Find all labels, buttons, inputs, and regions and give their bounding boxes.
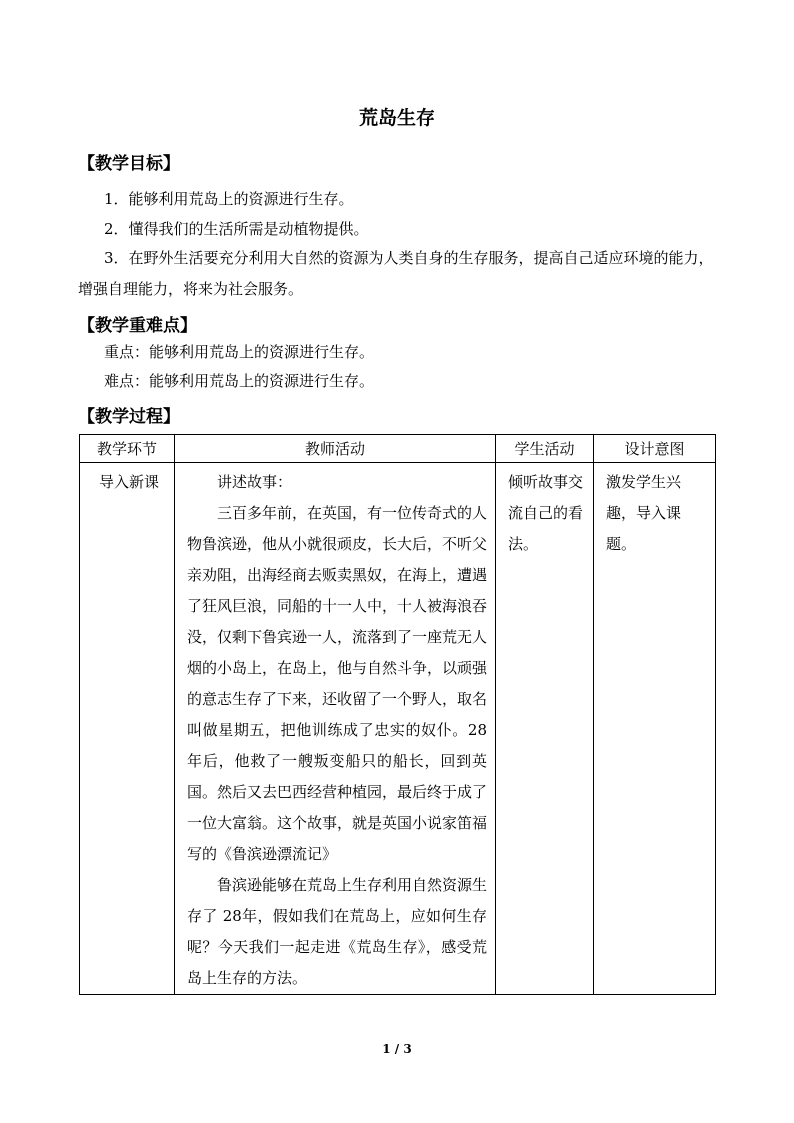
table-row	[80, 463, 716, 995]
teacher-paragraph: 鲁滨逊能够在荒岛上生存利用自然资源生存了 28年，假如我们在荒岛上，应如何生存呢？今天我们一起走进《荒岛生存》，感受荒岛上生存的方法。	[187, 876, 488, 987]
objective-item: 2．懂得我们的生活所需是动植物提供。	[104, 220, 369, 238]
column-header: 教学环节	[80, 435, 175, 463]
objective-item: 3．在野外生活要充分利用大自然的资源为人类自身的生存服务，提高自己适应环境的能力，增强自理能力，将来为社会服务。	[78, 249, 714, 298]
column-header: 设计意图	[594, 435, 716, 463]
table-header-row	[80, 435, 716, 463]
student-activity-cell: 倾听故事交流自己的看法。	[496, 463, 594, 995]
column-header: 教师活动	[175, 435, 496, 463]
objectives-heading: 【教学目标】	[78, 154, 180, 174]
column-header: 学生活动	[496, 435, 594, 463]
stage-cell: 导入新课	[80, 463, 175, 995]
process-table	[79, 434, 716, 995]
objective-item: 1．能够利用荒岛上的资源进行生存。	[104, 190, 354, 208]
difficulty-point: 难点：能够利用荒岛上的资源进行生存。	[104, 372, 375, 390]
key-points-heading: 【教学重难点】	[78, 316, 197, 336]
design-purpose-cell: 激发学生兴趣，导入课题。	[594, 463, 716, 995]
process-heading: 【教学过程】	[78, 407, 180, 427]
page-title: 荒岛生存	[358, 107, 435, 129]
teacher-activity-cell	[175, 463, 496, 995]
focus-point: 重点：能够利用荒岛上的资源进行生存。	[104, 343, 375, 361]
teacher-paragraph: 三百多年前，在英国，有一位传奇式的人物鲁滨逊，他从小就很顽皮，长大后，不听父亲劝阻，出海经商去贩卖黑奴，在海上，遭遇了狂风巨浪，同船的十一人中，十人被海浪吞没，仅剩下鲁宾逊一人，流落到了一座荒无人烟的小岛上，在岛上，他与自然斗争，以顽强的意志生存了下来，还收留了一个野人，取名叫做星期五，把他训练成了忠实的奴仆。28年后，他救了一艘叛变船只的船长，回到英国。然后又去巴西经营种植园，最后终于成了一位大富翁。这个故事，就是英国小说家笛福写的《鲁滨逊漂流记》	[187, 504, 488, 863]
teacher-paragraph: 讲述故事：	[217, 473, 293, 491]
page-number: 1 / 3	[382, 1042, 412, 1056]
